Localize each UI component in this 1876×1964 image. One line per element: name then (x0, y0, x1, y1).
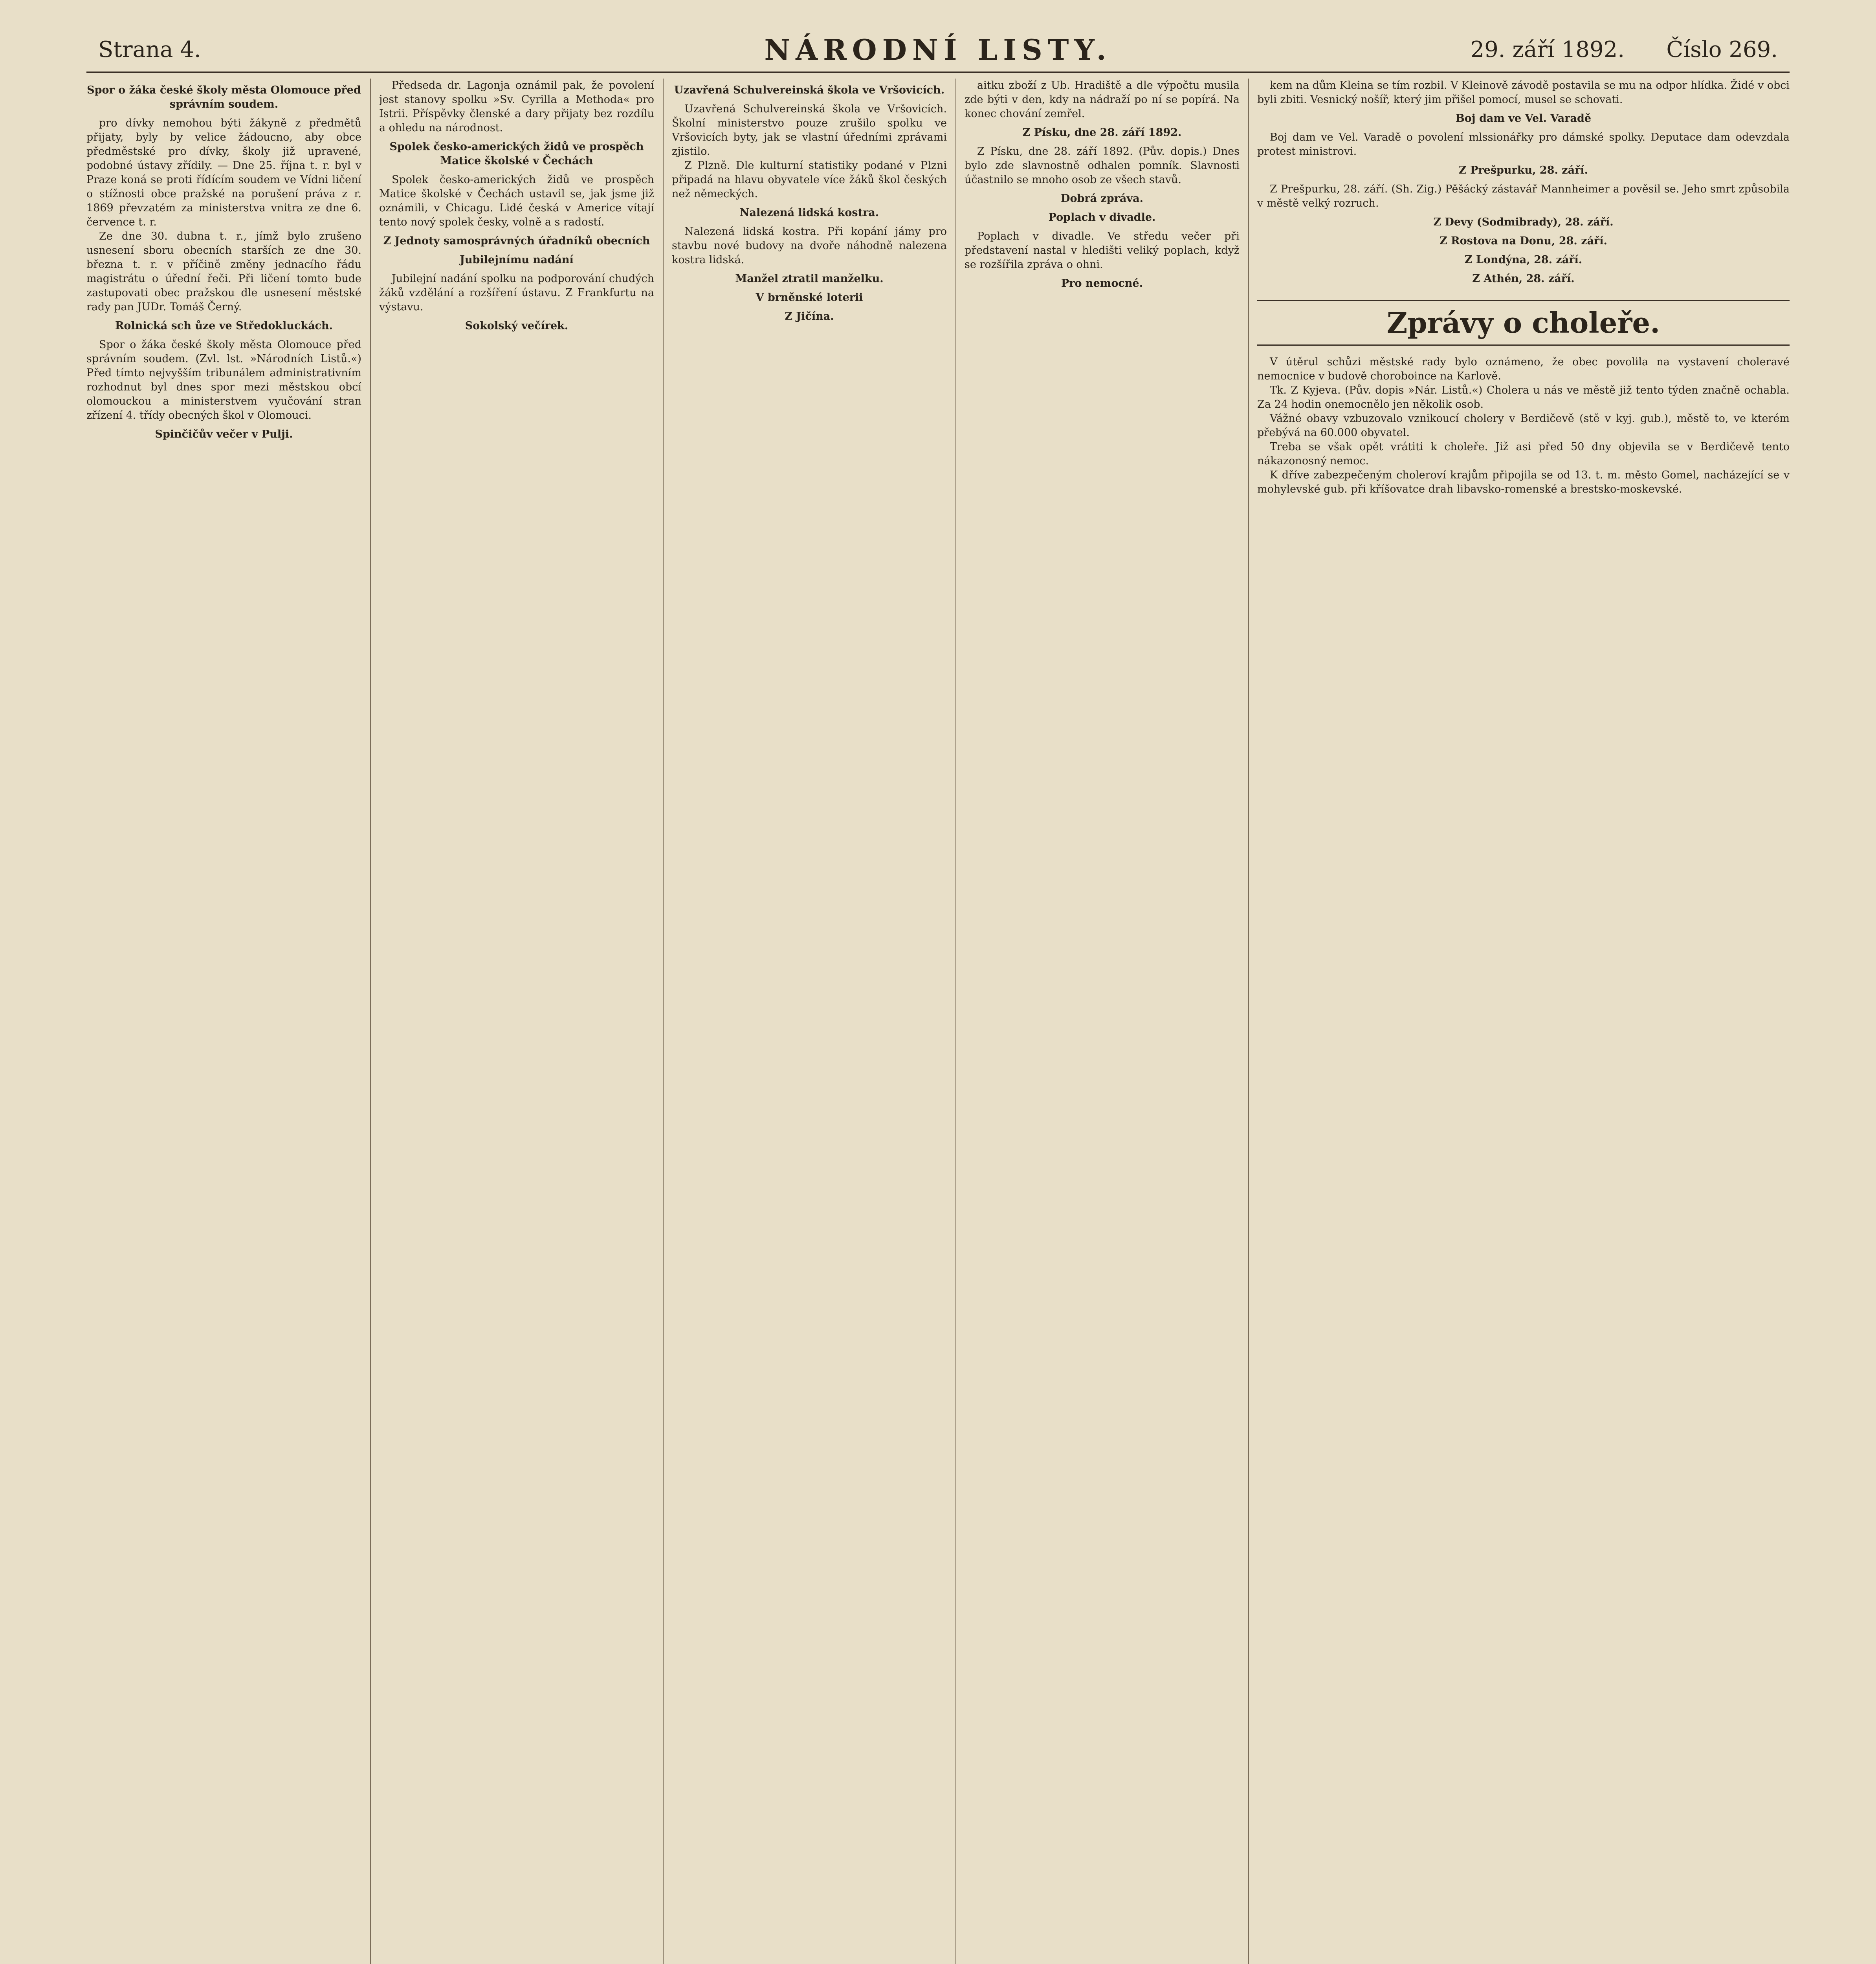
column-2 (379, 79, 654, 1964)
article-paragraph: Nalezená lidská kostra. Při kopání jámy pro stavbu nové budovy na dvoře náhodně nalezena kostra lidská. (672, 225, 947, 266)
column-heading: Spolek česko-amerických židů ve prospěch Matice školské v Čechách (389, 141, 644, 167)
column-heading: Uzavřená Schulvereinská škola ve Vršovicích. (674, 84, 945, 96)
article-paragraph: Poplach v divadle. Ve středu večer při představení nastal v hledišti veliký poplach, když se rozšířila zpráva o ohni. (965, 230, 1240, 271)
article-paragraph: Ze dne 30. dubna t. r., jímž bylo zrušeno usnesení sboru obecních starších ze dne 30. března t. r. v příčině změny jednacího řádu magistrátu o úřední řeči. Při ličení tomto bude zastupovati obec pražskou dle usnesení městské rady pan JUDr. Tomáš Černý. (86, 230, 361, 313)
column-heading: V brněnské loterii (756, 291, 863, 304)
column-rule (1248, 79, 1249, 1964)
page-number: Strana 4. (98, 37, 201, 62)
cholera-paragraph: Tk. Z Kyjeva. (Pův. dopis »Nár. Listů.«) Cholera u nás ve městě již tento týden značně ochabla. Za 24 hodin onemocnělo jen několik osob. (1257, 384, 1790, 410)
cholera-paragraph: Treba se však opět vrátiti k choleře. Již asi před 50 dny objevila se v Berdičevě tento nákazonosný nemoc. (1257, 441, 1790, 467)
column-rule (955, 79, 956, 1964)
article-paragraph: Z Prešpurku, 28. září. (Sh. Zig.) Pěšácký zástavář Mannheimer a pověsil se. Jeho smrt způsobila v městě velký rozruch. (1257, 183, 1790, 209)
column-heading: Z Londýna, 28. září. (1464, 254, 1583, 266)
article-paragraph: pro dívky nemohou býti žákyně z předmětů přijaty, byly by velice žádoucno, aby obce předměstské pro dívky, školy již upravené, podobné ústavy zřídily. — Dne 25. října t. r. byl v Praze koná se proti řídícím soudem ve Vídni ličení o stížnosti obce pražské na porušení práva z r. 1869 převzatém za ministerstva vnitra ze dne 6. července t. r. (86, 117, 361, 228)
column-rule (663, 79, 664, 1964)
article-paragraph: kem na dům Kleina se tím rozbil. V Kleinově závodě postavila se mu na odpor hlídka. Židé v obci byli zbiti. Vesnický nošíř, který jim přišel pomocí, musel se schovati. (1257, 79, 1790, 106)
columns (86, 79, 1790, 1964)
column-heading: Z Athén, 28. září. (1472, 273, 1575, 285)
column-heading: Z Rostova na Donu, 28. září. (1440, 235, 1607, 247)
article-paragraph: Z Písku, dne 28. září 1892. (Pův. dopis.) Dnes bylo zde slavnostně odhalen pomník. Slavnosti účastnilo se mnoho osob ze všech stavů. (965, 145, 1240, 186)
column-heading: Boj dam ve Vel. Varadě (1455, 112, 1592, 125)
column-heading: Z Písku, dne 28. září 1892. (1022, 126, 1182, 139)
column-heading: Pro nemocné. (1061, 277, 1143, 289)
column-3 (672, 79, 947, 1964)
article-paragraph: Spolek česko-amerických židů ve prospěch Matice školské v Čechách ustavil se, jak jsme již oznámili, v Chicagu. Lidé česká v Americe vítají tento nový spolek česky, volně a s radostí. (379, 174, 654, 228)
column-4 (965, 79, 1240, 1964)
column-heading: Z Jičína. (785, 310, 834, 322)
article-paragraph: Jubilejní nadání spolku na podporování chudých žáků vzdělání a rozšíření ústavu. Z Frankfurtu na výstavu. (379, 273, 654, 313)
column-heading: Z Devy (Sodmibrady), 28. září. (1433, 216, 1614, 228)
column-heading: Z Prešpurku, 28. září. (1459, 164, 1588, 176)
column-rule (370, 79, 371, 1964)
cholera-paragraph: K dříve zabezpečeným choleroví krajům připojila se od 13. t. m. město Gomel, nacházející se v mohylevské gub. při kříšovatce drah libavsko-romenské a brestsko-moskevské. (1257, 469, 1790, 495)
column-heading: Dobrá zpráva. (1061, 192, 1143, 205)
column-5 (1257, 79, 1790, 1964)
article-paragraph: Předseda dr. Lagonja oznámil pak, že povolení jest stanovy spolku »Sv. Cyrilla a Methoda« pro Istrii. Příspěvky členské a dary přijaty bez rozdílu a ohledu na národnost. (379, 79, 654, 134)
column-heading: Sokolský večírek. (465, 320, 568, 332)
article-paragraph: Z Plzně. Dle kulturní statistiky podané v Plzni připadá na hlavu obyvatele více žáků škol českých než německých. (672, 159, 947, 200)
article-paragraph: Uzavřená Schulvereinská škola ve Vršovicích. Školní ministerstvo pouze zrušilo spolku ve Vršovicích byty, jak se vlastní úředními zprávami zjistilo. (672, 103, 947, 158)
issue-number: Číslo 269. (1666, 37, 1778, 62)
column-1 (86, 79, 361, 1964)
article-paragraph: Spor o žáka české školy města Olomouce před správním soudem. (Zvl. lst. »Národních Listů.«) Před tímto nejvyšším tribunálem administrativním rozhodnut byl dnes spor mezi městskou obcí olomouckou a ministerstvem vyučování stran zřízení 4. třídy obecných škol v Olomouci. (86, 339, 361, 421)
column-heading: Rolnická sch ůze ve Středokluckách. (115, 320, 333, 332)
column-heading: Spor o žáka české školy města Olomouce před správním soudem. (87, 84, 361, 110)
column-heading: Z Jednoty samosprávných úřadníků obecních (383, 235, 650, 247)
column-heading: Nalezená lidská kostra. (739, 207, 879, 219)
masthead (86, 24, 1790, 73)
cholera-paragraph: Vážné obavy vzbuzovalo vznikoucí cholery v Berdičevě (stě v kyj. gub.), městě to, ve kterém přebývá na 60.000 obyvatel. (1257, 412, 1790, 439)
section-title-cholera: Zprávy o choleře. (1257, 300, 1790, 346)
article-paragraph: Boj dam ve Vel. Varadě o povolení mlssionářky pro dámské spolky. Deputace dam odevzdala protest ministrovi. (1257, 131, 1790, 158)
cholera-paragraph: V útěrul schůzi městské rady bylo oznámeno, že obec povolila na vystavení choleravé nemocnice v budově choroboince na Karlově. (1257, 356, 1790, 382)
issue-date: 29. září 1892. (1470, 37, 1625, 62)
newspaper-title: NÁRODNÍ LISTY. (764, 33, 1112, 66)
column-heading: Manžel ztratil manželku. (735, 273, 884, 285)
column-heading: Poplach v divadle. (1048, 211, 1156, 224)
column-heading: Spinčičův večer v Pulji. (155, 428, 293, 440)
article-paragraph: aitku zboží z Ub. Hradiště a dle výpočtu musila zde býti v den, kdy na nádraží po ní se popírá. Na konec chování zemřel. (965, 79, 1240, 120)
column-heading: Jubilejnímu nadání (460, 254, 574, 266)
